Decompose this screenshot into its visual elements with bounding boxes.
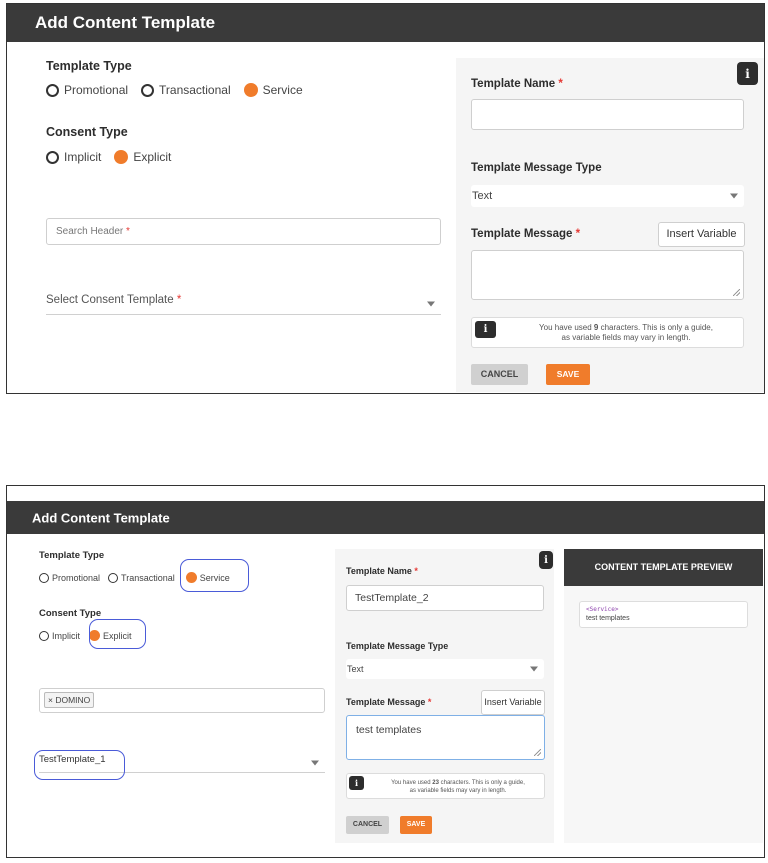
radio-implicit[interactable]: Implicit	[39, 631, 80, 641]
template-name-input[interactable]: TestTemplate_2	[346, 585, 544, 611]
dialog-title: Add Content Template	[32, 510, 170, 525]
preview-header	[564, 549, 763, 586]
radio-off-icon	[46, 84, 59, 97]
select-consent-template-dropdown[interactable]: Select Consent Template *	[46, 294, 441, 315]
message-type-label: Template Message Type	[471, 162, 602, 174]
template-message-textarea[interactable]: test templates	[346, 715, 545, 760]
preview-panel	[564, 549, 763, 843]
radio-implicit[interactable]: Implicit	[46, 150, 101, 164]
highlight-consent-template	[34, 750, 125, 780]
highlight-explicit	[89, 619, 146, 649]
radio-promotional[interactable]: Promotional	[46, 83, 128, 97]
radio-explicit[interactable]: Explicit	[114, 150, 171, 164]
chevron-down-icon	[427, 302, 435, 307]
character-count-note	[346, 773, 545, 799]
preview-body: test templates	[586, 615, 630, 622]
radio-promotional[interactable]: Promotional	[39, 573, 100, 583]
radio-off-icon	[39, 573, 49, 583]
preview-tag: <Service>	[586, 606, 619, 613]
dialog-title: Add Content Template	[35, 13, 216, 32]
message-type-select[interactable]: Text	[346, 659, 544, 679]
template-type-label: Template Type	[39, 550, 105, 561]
highlight-service	[180, 559, 249, 592]
insert-variable-button[interactable]: Insert Variable	[658, 222, 745, 247]
info-icon[interactable]: i	[539, 551, 553, 569]
preview-card	[579, 601, 748, 628]
search-header-input[interactable]	[39, 688, 325, 713]
consent-type-label: Consent Type	[46, 125, 128, 139]
preview-title: CONTENT TEMPLATE PREVIEW	[594, 562, 733, 572]
chevron-down-icon	[530, 667, 538, 672]
template-name-input[interactable]	[471, 99, 744, 130]
radio-service[interactable]: Service	[186, 572, 230, 583]
info-icon: i	[349, 776, 364, 790]
template-name-label: Template Name *	[346, 566, 418, 576]
radio-on-icon	[244, 83, 258, 97]
chevron-down-icon	[311, 761, 319, 766]
template-message-label: Template Message *	[346, 697, 432, 707]
message-type-label: Template Message Type	[346, 641, 449, 651]
message-type-select[interactable]: Text	[471, 185, 744, 207]
screen-1-dialog	[6, 3, 765, 394]
template-details-panel	[335, 549, 554, 843]
resize-handle-icon[interactable]	[534, 749, 541, 756]
template-details-panel	[456, 58, 764, 392]
radio-explicit[interactable]: Explicit	[89, 630, 132, 641]
radio-transactional[interactable]: Transactional	[141, 83, 231, 97]
dialog-title-bar	[7, 4, 764, 42]
template-message-label: Template Message *	[471, 228, 581, 240]
radio-service[interactable]: Service	[244, 83, 303, 97]
info-icon[interactable]: i	[737, 62, 758, 85]
resize-handle-icon[interactable]	[733, 289, 740, 296]
insert-variable-button[interactable]: Insert Variable	[481, 690, 545, 715]
screen-2-dialog	[6, 485, 765, 858]
template-name-label: Template Name *	[471, 78, 563, 90]
consent-type-label: Consent Type	[39, 608, 102, 619]
character-count-note	[471, 317, 744, 348]
dialog-title-bar	[7, 501, 764, 534]
cancel-button[interactable]: CANCEL	[471, 364, 528, 385]
radio-off-icon	[46, 151, 59, 164]
radio-transactional[interactable]: Transactional	[108, 573, 175, 583]
radio-off-icon	[141, 84, 154, 97]
save-button[interactable]: SAVE	[546, 364, 590, 385]
search-header-placeholder: Search Header *	[56, 226, 130, 237]
template-type-label: Template Type	[46, 59, 132, 73]
select-consent-template-dropdown[interactable]: TestTemplate_1	[39, 754, 325, 773]
consent-type-radio-group	[46, 150, 184, 164]
radio-on-icon	[114, 150, 128, 164]
info-icon: i	[475, 321, 496, 338]
template-message-textarea[interactable]	[471, 250, 744, 300]
radio-off-icon	[108, 573, 118, 583]
search-header-input[interactable]	[46, 218, 441, 245]
template-type-radio-group	[46, 83, 316, 97]
radio-off-icon	[39, 631, 49, 641]
save-button[interactable]: SAVE	[400, 816, 432, 834]
character-count-text: You have used 23 characters. This is only a guide, as variable fields may vary in length.	[391, 780, 525, 794]
character-count-text: You have used 9 characters. This is only a guide, as variable fields may vary in length.	[539, 323, 713, 342]
cancel-button[interactable]: CANCEL	[346, 816, 389, 834]
chevron-down-icon	[730, 194, 738, 199]
header-chip[interactable]: × DOMINO	[44, 692, 94, 708]
